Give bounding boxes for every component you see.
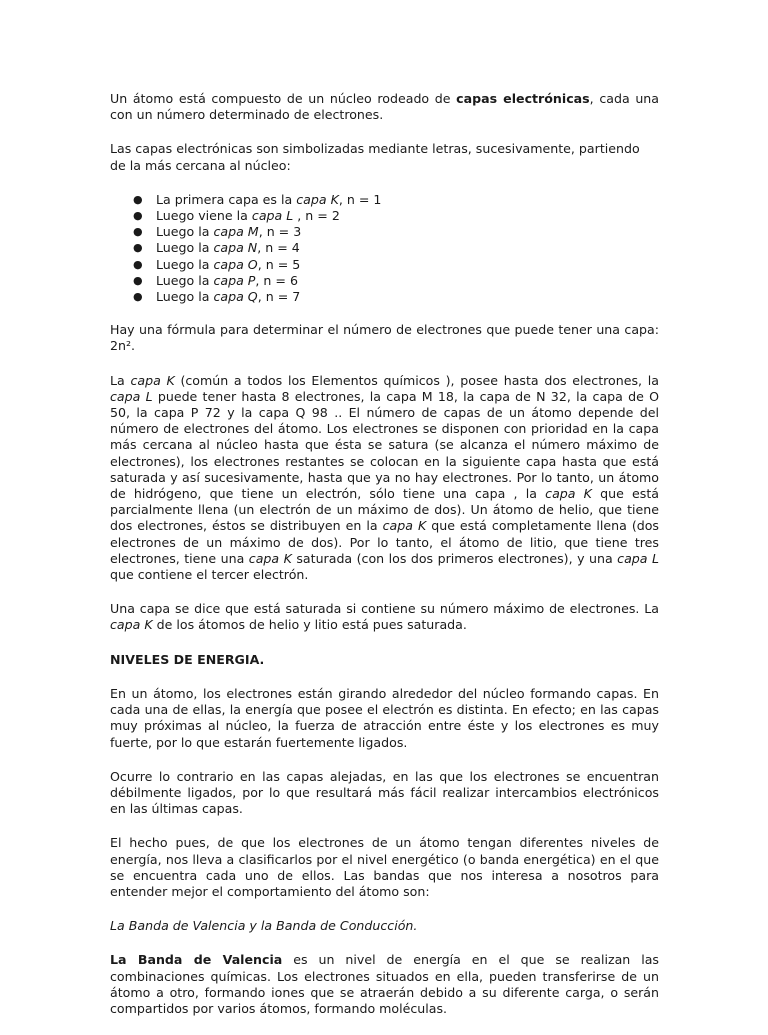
saturation-paragraph <box>110 601 659 633</box>
list-item-shell: capa K <box>296 191 339 207</box>
bullet-icon: ● <box>133 192 143 206</box>
intro-text: Un átomo está compuesto de un núcleo rodeado de <box>110 91 457 106</box>
list-item-shell: capa Q <box>213 289 258 305</box>
bullet-icon: ● <box>133 241 143 255</box>
list-item-value: , n = 5 <box>257 256 301 272</box>
bullet-icon: ● <box>133 290 143 304</box>
outer-shells-paragraph: Ocurre lo contrario en las capas alejadas, en las que los electrones se encuentran débilmente ligados, por lo que resultará más fácil realizar intercambios electrónicos en las últimas capas. <box>110 768 659 817</box>
italic-term: capa K <box>110 617 153 633</box>
list-item <box>133 208 659 224</box>
bands-subtitle <box>110 918 659 934</box>
list-item <box>133 289 659 305</box>
italic-term: capa L <box>617 550 659 566</box>
list-item <box>133 272 659 289</box>
bullet-icon: ● <box>133 273 143 287</box>
valence-band-paragraph <box>110 952 659 1017</box>
italic-term: capa K <box>382 518 427 534</box>
list-item-value: , n = 3 <box>258 224 302 240</box>
body-text: puede tener hasta 8 electrones, la capa M 18, la capa de N 32, la capa de O 50, la capa P 72 y la capa Q 98 .. El número de capas de un átomo depende del número de electrones del átomo. Los electrones se disponen con prioridad en la capa más cercana al núcleo hasta que ésta se satura (se alcanza el número máximo de electrones), los electrones restantes se colocan en la siguiente capa hasta que está saturada y así sucesivamente, hasta que ya no hay electrones. Por lo tanto, un átomo de hidrógeno, que tiene un electrón, sólo tiene una capa , la <box>110 388 659 502</box>
list-item <box>133 256 659 273</box>
list-item-shell: capa P <box>213 272 256 288</box>
list-item-shell: capa O <box>213 256 258 272</box>
list-item-text: Luego viene la <box>156 208 252 224</box>
list-item-text: La primera capa es la <box>156 191 297 207</box>
energy-bands-paragraph: El hecho pues, de que los electrones de un átomo tengan diferentes niveles de energía, nos lleva a clasificarlos por el nivel energético (o banda energética) en el que se encuentra cada uno de ellos. Las bandas que nos interesa a nosotros para entender mejor el comportamiento del átomo son: <box>110 835 659 899</box>
shell-list <box>110 192 659 305</box>
list-item <box>133 240 659 256</box>
italic-term: capa K <box>248 550 292 566</box>
list-item-shell: capa L <box>251 208 294 224</box>
list-item-value: , n = 6 <box>255 272 298 288</box>
italic-term: capa L <box>110 388 153 404</box>
bullet-icon: ● <box>133 225 143 239</box>
list-item-text: Luego la <box>156 224 214 240</box>
list-item-shell: capa M <box>213 224 259 240</box>
list-item-shell: capa N <box>213 240 258 256</box>
bullet-icon: ● <box>133 257 143 271</box>
italic-term: capa K <box>545 486 592 502</box>
list-item-value: , n = 1 <box>338 191 382 207</box>
bullet-icon: ● <box>133 209 143 223</box>
list-item <box>133 191 659 208</box>
intro-paragraph <box>110 91 659 123</box>
shell-capacity-paragraph <box>110 373 659 584</box>
valence-band-term: La Banda de Valencia <box>110 952 283 968</box>
list-item-value: , n = 7 <box>257 289 301 305</box>
body-text: que está parcialmente llena (un electrón de un máximo de dos). Un átomo de helio, que tiene dos electrones, éstos se distribuyen en la <box>110 486 659 534</box>
intro-text-end: , cada una con un número determinado de electrones. <box>110 91 659 123</box>
energy-levels-paragraph: En un átomo, los electrones están girando alrededor del núcleo formando capas. En cada una de ellas, la energía que posee el electrón es distinta. En efecto; en las capas muy próximas al núcleo, la fuerza de atracción entre éste y los electrones es muy fuerte, por lo que estarán fuertemente ligados. <box>110 685 659 750</box>
list-item-value: , n = 2 <box>293 208 340 224</box>
formula-paragraph: Hay una fórmula para determinar el número de electrones que puede tener una capa: 2n². <box>110 322 659 354</box>
italic-term: capa K <box>130 372 175 388</box>
body-text: Una capa se dice que está saturada si contiene su número máximo de electrones. La <box>110 601 659 617</box>
list-item-text: Luego la <box>156 289 214 305</box>
shells-intro-paragraph: Las capas electrónicas son simbolizadas mediante letras, sucesivamente, partiendo de la más cercana al núcleo: <box>110 141 640 173</box>
bands-subtitle-text: La Banda de Valencia y la Banda de Conducción. <box>110 918 418 934</box>
body-text: saturada (con los dos primeros electrones), y una <box>291 550 618 566</box>
list-item-text: Luego la <box>156 272 214 288</box>
list-item-value: , n = 4 <box>257 240 300 256</box>
body-text: La <box>110 372 131 388</box>
body-text: (común a todos los Elementos químicos ), posee hasta dos electrones, la <box>174 372 659 388</box>
body-text: que contiene el tercer electrón. <box>110 567 309 583</box>
list-item-text: Luego la <box>156 256 214 272</box>
document-page <box>110 91 659 1035</box>
list-item <box>133 224 659 240</box>
body-text: que está completamente llena (dos electrones de un máximo de dos). Por lo tanto, el átomo de litio, que tiene tres electrones, tiene una <box>110 518 659 566</box>
list-item-text: Luego la <box>156 240 214 256</box>
intro-bold-term: capas electrónicas <box>456 91 590 106</box>
body-text: de los átomos de helio y litio está pues saturada. <box>152 617 467 633</box>
body-text: es un nivel de energía en el que se realizan las combinaciones químicas. Los electrones situados en ella, pueden transferirse de un átomo a otro, formando iones que se atraerán debido a su diferente carga, o serán compartidos por varios átomos, formando moléculas. <box>110 952 659 1016</box>
section-heading: NIVELES DE ENERGIA. <box>110 651 265 667</box>
